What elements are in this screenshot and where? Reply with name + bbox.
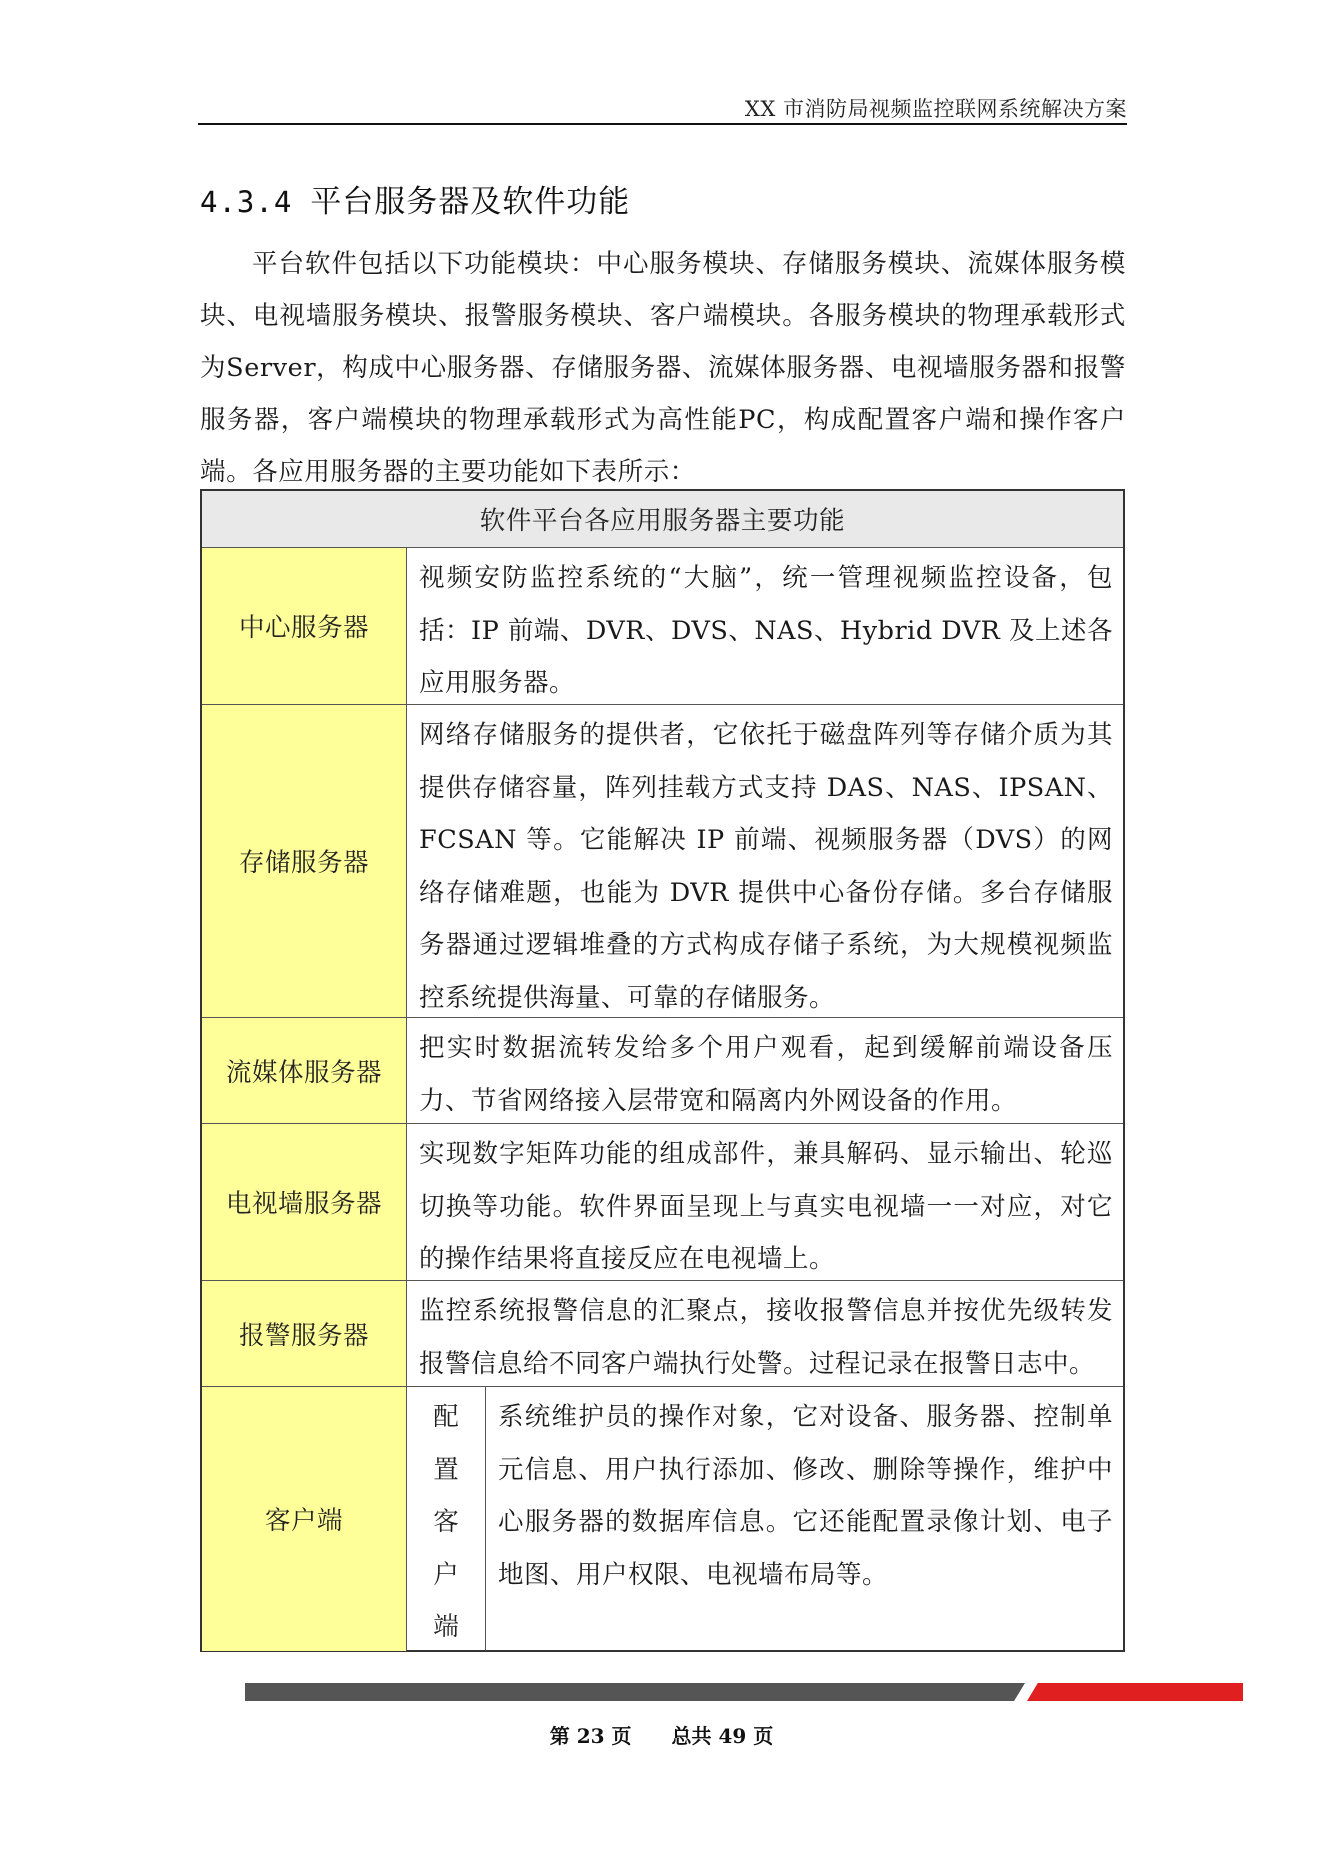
table-row: [202, 1387, 1123, 1651]
table-row: [202, 548, 1123, 705]
page-current: 第 23 页: [549, 1724, 632, 1748]
table-row: [202, 705, 1123, 1018]
function-table: [200, 489, 1125, 1652]
row-label-streaming-server: 流媒体服务器: [202, 1018, 407, 1123]
row-sublabel-config-client: [407, 1387, 486, 1651]
footer-bar-red: [1027, 1683, 1243, 1701]
sublabel-char: 置: [433, 1454, 459, 1485]
table-row: [202, 1281, 1123, 1387]
header-rule: [198, 123, 1127, 125]
row-desc-storage-server: 网络存储服务的提供者，它依托于磁盘阵列等存储介质为其提供存储容量，阵列挂载方式支持 DAS、NAS、IPSAN、FCSAN 等。它能解决 IP 前端、视频服务器（DVS）的网络存储难题，也能为 DVR 提供中心备份存储。多台存储服务器通过逻辑堆叠的方式构成存储子系统，为大规模视频监控系统提供海量、可靠的存储服务。: [419, 720, 1113, 1013]
table-row: [202, 1018, 1123, 1124]
sublabel-char: 配: [433, 1402, 459, 1432]
row-label-client: 客户端: [202, 1387, 407, 1651]
document-header-title: XX 市消防局视频监控联网系统解决方案: [744, 97, 1127, 121]
row-desc-streaming-server: 把实时数据流转发给多个用户观看，起到缓解前端设备压力、节省网络接入层带宽和隔离内外网设备的作用。: [419, 1033, 1113, 1116]
table-caption: 软件平台各应用服务器主要功能: [202, 491, 1123, 548]
table-row: [202, 1124, 1123, 1281]
sublabel-char: 端: [433, 1612, 459, 1642]
row-desc-center-server: 视频安防监控系统的“大脑”，统一管理视频监控设备，包括：IP 前端、DVR、DVS、NAS、Hybrid DVR 及上述各应用服务器。: [419, 563, 1113, 698]
row-desc-client: 系统维护员的操作对象，它对设备、服务器、控制单元信息、用户执行添加、修改、删除等操作，维护中心服务器的数据库信息。它还能配置录像计划、电子地图、用户权限、电视墙布局等。: [498, 1402, 1113, 1590]
row-desc-alarm-server: 监控系统报警信息的汇聚点，接收报警信息并按优先级转发报警信息给不同客户端执行处警。过程记录在报警日志中。: [419, 1296, 1113, 1379]
row-label-tvwall-server: 电视墙服务器: [202, 1124, 407, 1280]
page-number: [0, 1720, 1323, 1749]
row-label-center-server: 中心服务器: [202, 548, 407, 704]
intro-paragraph: 平台软件包括以下功能模块：中心服务模块、存储服务模块、流媒体服务模块、电视墙服务模块、报警服务模块、客户端模块。各服务模块的物理承载形式为Server，构成中心服务器、存储服务器、流媒体服务器、电视墙服务器和报警服务器，客户端模块的物理承载形式为高性能PC，构成配置客户端和操作客户端。各应用服务器的主要功能如下表所示：: [200, 249, 1126, 487]
page-total: 总共 49 页: [671, 1724, 774, 1748]
footer-bar-grey: [245, 1683, 1025, 1701]
row-desc-tvwall-server: 实现数字矩阵功能的组成部件，兼具解码、显示输出、轮巡切换等功能。软件界面呈现上与真实电视墙一一对应，对它的操作结果将直接反应在电视墙上。: [419, 1139, 1113, 1274]
section-title: 平台服务器及软件功能: [310, 184, 631, 220]
section-heading: [200, 176, 630, 221]
section-number: 4.3.4: [200, 185, 293, 219]
sublabel-char: 客: [433, 1507, 459, 1537]
row-label-alarm-server: 报警服务器: [202, 1281, 407, 1386]
sublabel-char: 户: [433, 1559, 459, 1590]
row-label-storage-server: 存储服务器: [202, 705, 407, 1017]
